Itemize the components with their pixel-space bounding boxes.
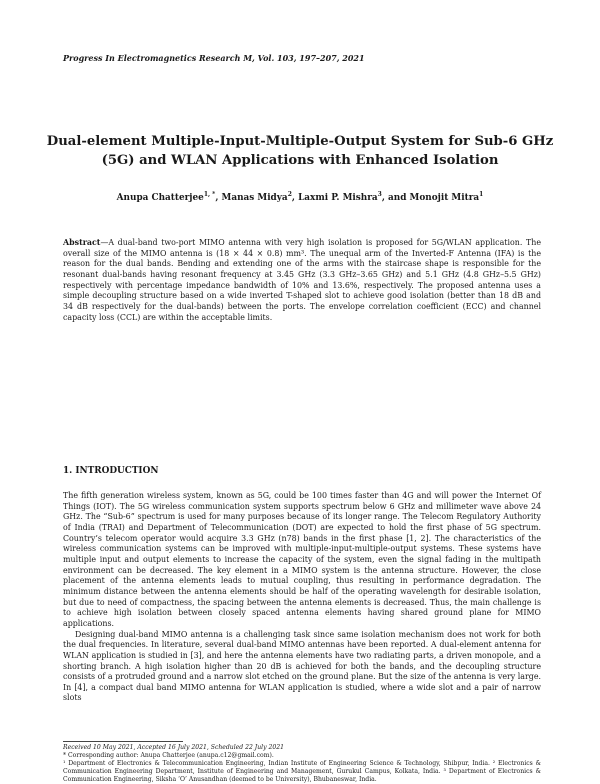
author-affiliation: 2 <box>287 191 292 198</box>
author-name: Laxmi P. Mishra <box>298 192 378 203</box>
paragraph: Designing dual-band MIMO antenna is a challenging task since same isolation mechanism does not work for both the dual frequencies. In literature, several dual-band MIMO antennas have been reported. A dual-element antenna for WLAN application is studied in [3], and here the antenna elements have two radiating parts, a driven monopole, and a shorting branch. A high isolation higher than 20 dB is achieved for both the bands, and the decoupling structure consists of a protruded ground and a narrow slot etched on the ground plane. But the size of the antenna is very large. In [4], a compact dual band MIMO antenna for WLAN application is studied, where a wide slot and a pair of narrow slots <box>63 629 541 703</box>
author-affiliation: 1 <box>479 191 484 198</box>
corresponding-author: * Corresponding author: Anupa Chatterjee (anupa.c12@gmail.com). <box>63 752 274 760</box>
paper-title: Dual-element Multiple-Input-Multiple-Output System for Sub-6 GHz (5G) and WLAN Applications with Enhanced Isolation <box>46 134 554 168</box>
journal-header: Progress In Electromagnetics Research M, Vol. 103, 197–207, 2021 <box>63 53 365 63</box>
footnote-rule <box>63 741 183 742</box>
author-separator: , <box>291 192 299 203</box>
section-heading: 1. INTRODUCTION <box>63 466 159 476</box>
abstract-label: Abstract <box>63 238 101 247</box>
affiliations: ¹ Department of Electronics & Telecommunication Engineering, Indian Institute of Engineering Science & Technology, Shibpur, India. ² Electronics & Communication Engineering Department, Institute of Engineering and Management, Gurukul Campus, Kolkata, India. ³ Department of Electronics & Communication Engineering, Siksha ‘O’ Anusandhan (deemed to be University), Bhubaneswar, India. <box>63 760 541 784</box>
received-dates: Received 10 May 2021, Accepted 16 July 2021, Scheduled 22 July 2021 <box>63 744 285 751</box>
author-list <box>40 191 560 203</box>
author-separator: , <box>215 192 222 203</box>
body-text <box>63 491 541 704</box>
author-separator: , and <box>381 192 410 203</box>
footnotes <box>63 744 541 784</box>
author-name: Monojit Mitra <box>409 192 480 203</box>
author-name: Anupa Chatterjee <box>116 192 204 203</box>
abstract-text: —A dual-band two-port MIMO antenna with very high isolation is proposed for 5G/WLAN application. The overall size of the MIMO antenna is (18 × 44 × 0.8) mm³. The unequal arm of the Inverted-F Antenna (IFA) is the reason for the dual bands. Bending and extending one of the arms with the staircase shape is responsible for the resonant dual-bands having resonant frequency at 3.45 GHz (3.3 GHz–3.65 GHz) and 5.1 GHz (4.8 GHz–5.5 GHz) respectively with percentage impedance bandwidth of 10% and 13.6%, respectively. The proposed antenna uses a simple decoupling structure based on a wide inverted T-shaped slot to achieve good isolation (better than 18 dB and 34 dB respectively for the dual-bands) between the ports. The envelope correlation coefficient (ECC) and channel capacity loss (CCL) are within the acceptable limits. <box>63 238 541 322</box>
abstract <box>63 238 541 323</box>
author-name: Manas Midya <box>221 192 288 203</box>
paragraph: The fifth generation wireless system, known as 5G, could be 100 times faster than 4G and will power the Internet Of Things (IOT). The 5G wireless communication system supports spectrum below 6 GHz and millimeter wave above 24 GHz. The “Sub-6” spectrum is used for many purposes because of its longer range. The Telecom Regulatory Authority of India (TRAI) and Department of Telecommunication (DOT) are expected to hold the first phase of 5G spectrum. Country’s telecom operator would acquire 3.3 GHz (n78) bands in the first phase [1, 2]. The characteristics of the wireless communication systems can be improved with multiple-input-multiple-output systems. These systems have multiple input and output elements to increase the capacity of the system, even the signal fading in the multipath environment can be decreased. The key element in a MIMO system is the antenna structure. However, the close placement of the antenna elements leads to mutual coupling, thus resulting in performance degradation. The minimum distance between the antenna elements should be half of the operating wavelength for desirable isolation, but due to need of compactness, the spacing between the antenna elements is decreased. Thus, the main challenge is to achieve high isolation between closely spaced antenna elements having shared ground plane for MIMO applications. <box>63 491 541 628</box>
author-affiliation: 3 <box>377 191 382 198</box>
author-affiliation: 1, * <box>203 191 216 198</box>
